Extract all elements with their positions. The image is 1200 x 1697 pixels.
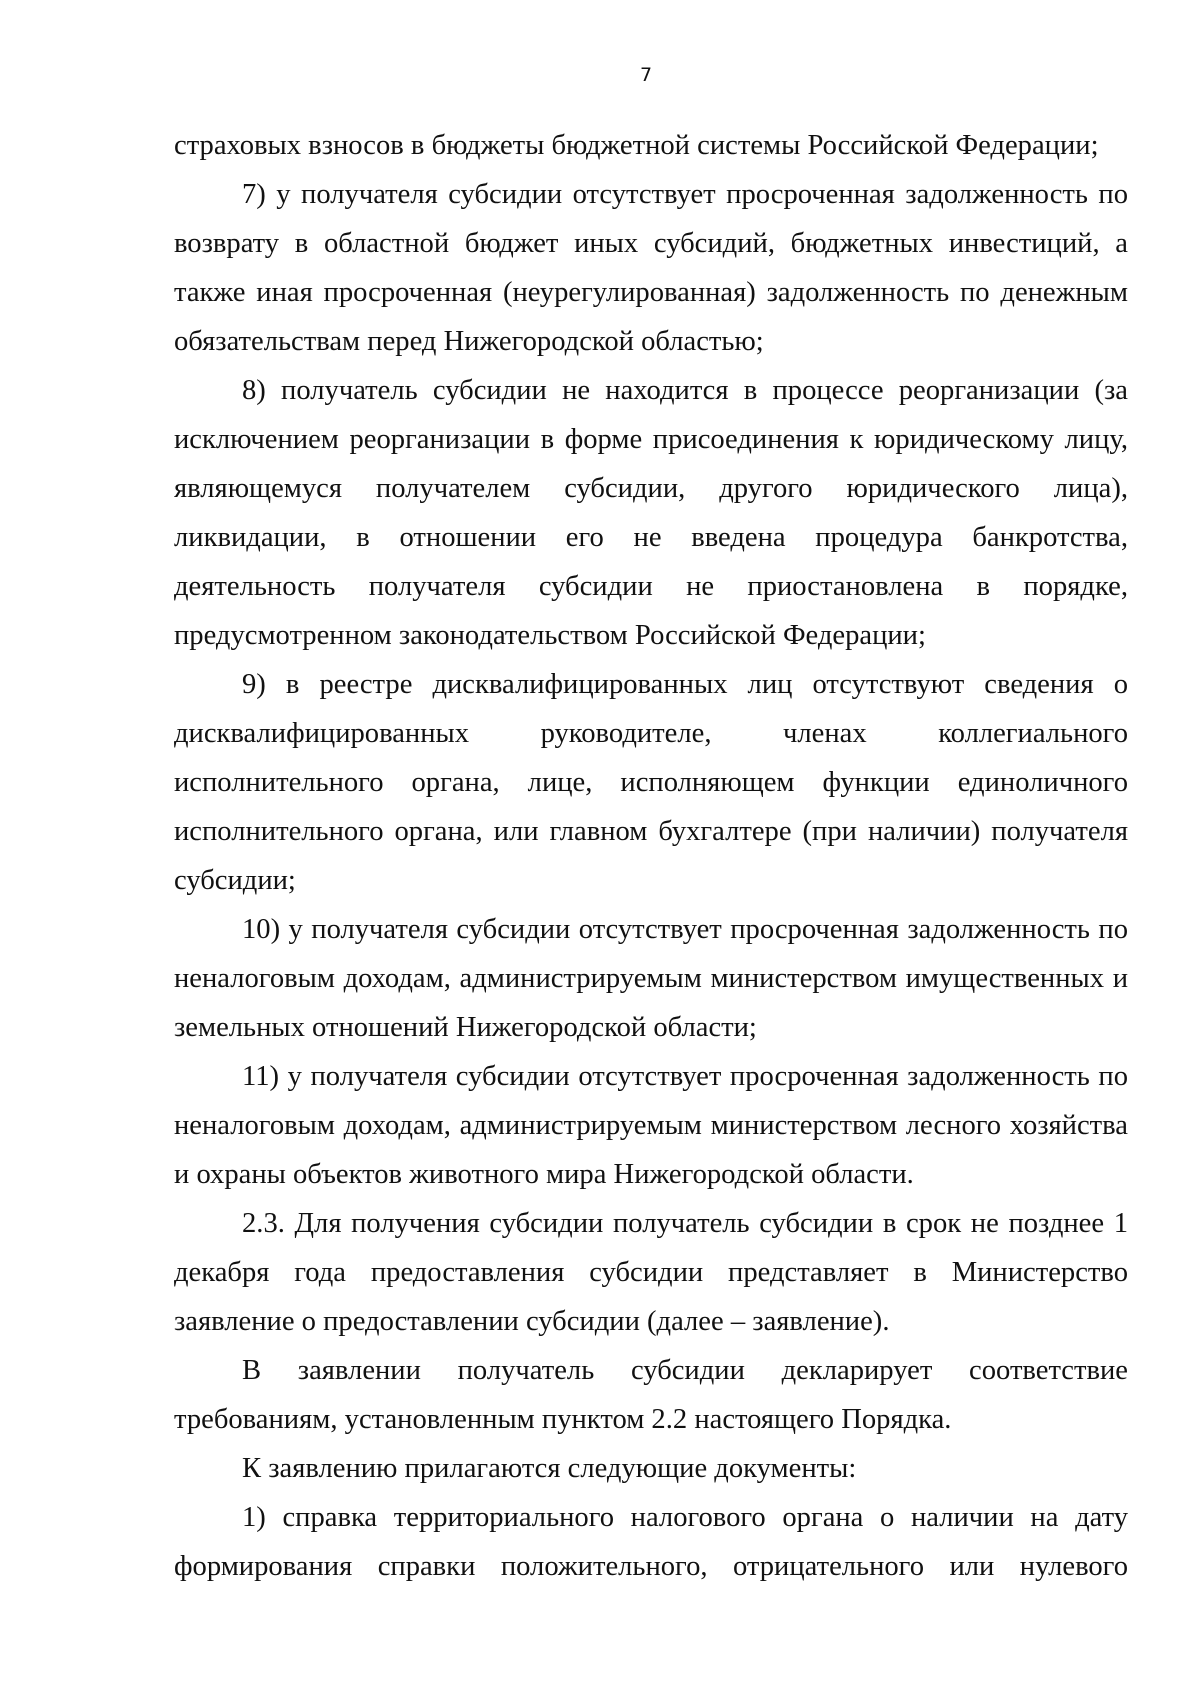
document-body — [174, 121, 1128, 1591]
paragraph-declaration: В заявлении получатель субсидии декларирует соответствие требованиям, установленным пунктом 2.2 настоящего Порядка. — [174, 1355, 1128, 1435]
paragraph-attachments-intro: К заявлению прилагаются следующие документы: — [242, 1453, 857, 1484]
paragraph-section-2-3: 2.3. Для получения субсидии получатель субсидии в срок не позднее 1 декабря года предоставления субсидии представляет в Министерство заявление о предоставлении субсидии (далее – заявление). — [174, 1208, 1128, 1337]
paragraph-item-9: 9) в реестре дисквалифицированных лиц отсутствуют сведения о дисквалифицированных руководителе, членах коллегиального исполнительного органа, лице, исполняющем функции единоличного исполнительного органа, или главном бухгалтере (при наличии) получателя субсидии; — [174, 669, 1128, 896]
page-number: 7 — [639, 64, 653, 86]
paragraph-attachment-1: 1) справка территориального налогового органа о наличии на дату формирования справки положительного, отрицательного или нулевого — [174, 1502, 1128, 1582]
paragraph-item-7: 7) у получателя субсидии отсутствует просроченная задолженность по возврату в областной бюджет иных субсидий, бюджетных инвестиций, а также иная просроченная (неурегулированная) задолженность по денежным обязательствам перед Нижегородской областью; — [174, 179, 1128, 357]
paragraph-continuation: страховых взносов в бюджеты бюджетной системы Российской Федерации; — [174, 130, 1099, 161]
paragraph-item-8: 8) получатель субсидии не находится в процессе реорганизации (за исключением реорганизации в форме присоединения к юридическому лицу, являющемуся получателем субсидии, другого юридического лица), ликвидации, в отношении его не введена процедура банкротства, деятельность получателя субсидии не приостановлена в порядке, предусмотренном законодательством Российской Федерации; — [174, 375, 1128, 651]
paragraph-item-11: 11) у получателя субсидии отсутствует просроченная задолженность по неналоговым доходам, администрируемым министерством лесного хозяйства и охраны объектов животного мира Нижегородской области. — [174, 1061, 1128, 1190]
paragraph-item-10: 10) у получателя субсидии отсутствует просроченная задолженность по неналоговым доходам, администрируемым министерством имущественных и земельных отношений Нижегородской области; — [174, 914, 1128, 1043]
